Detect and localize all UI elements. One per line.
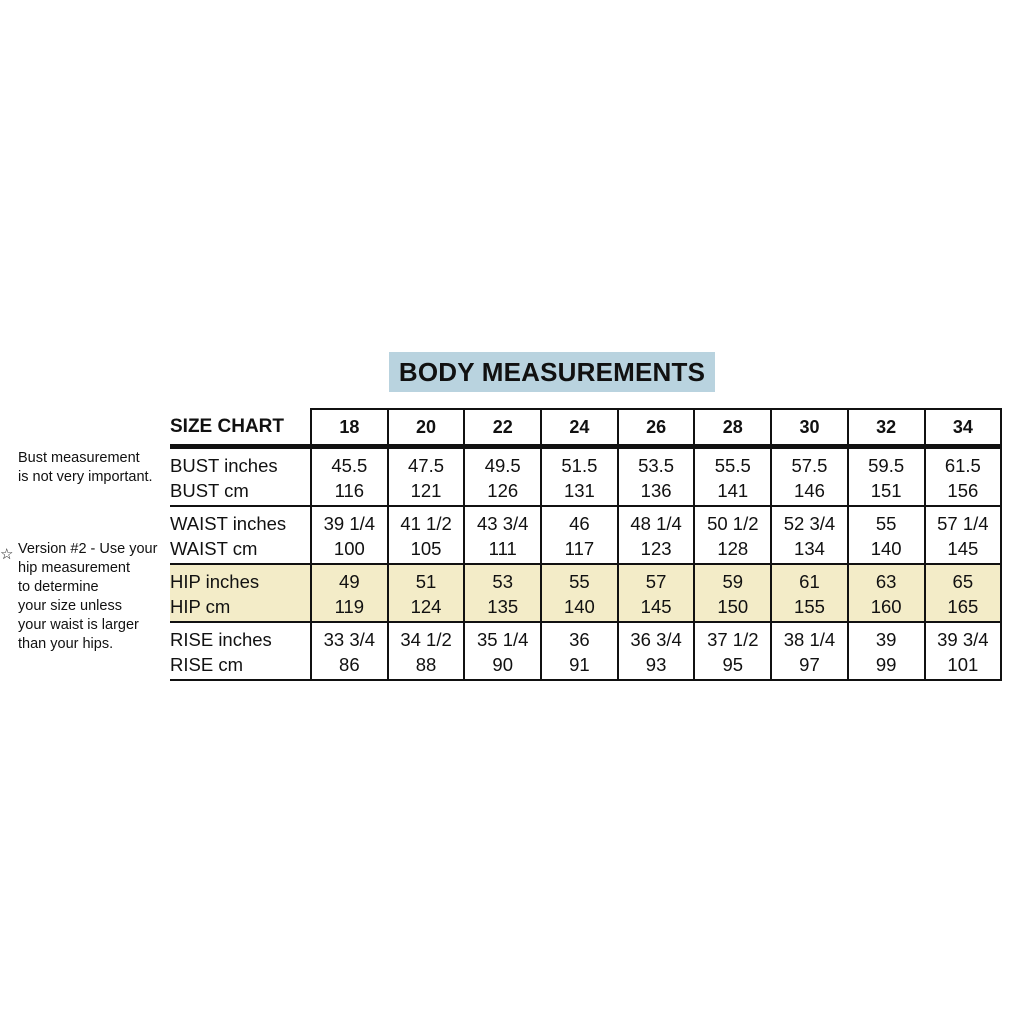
measurement-cell: 36 3/4: [618, 622, 695, 652]
measurement-cell: 53.5: [618, 447, 695, 479]
size-header-cell: 24: [541, 409, 618, 447]
size-chart-label: SIZE CHART: [170, 409, 311, 447]
measurement-cell: 86: [311, 652, 388, 680]
measurement-cell: 140: [541, 594, 618, 622]
measurement-row-bust-cm: [170, 478, 1001, 506]
measurement-cell: 136: [618, 478, 695, 506]
measurement-cell: 50 1/2: [694, 506, 771, 536]
row-label: WAIST inches: [170, 506, 311, 536]
measurement-row-hip-inches: [170, 564, 1001, 594]
measurement-cell: 151: [848, 478, 925, 506]
measurement-cell: 35 1/4: [464, 622, 541, 652]
measurement-row-hip-cm: [170, 594, 1001, 622]
measurement-cell: 111: [464, 536, 541, 564]
measurement-cell: 55.5: [694, 447, 771, 479]
measurement-row-waist-cm: [170, 536, 1001, 564]
bust-note-line: is not very important.: [18, 469, 153, 485]
measurement-cell: 156: [925, 478, 1002, 506]
measurement-cell: 39 1/4: [311, 506, 388, 536]
measurement-cell: 97: [771, 652, 848, 680]
size-chart-table: [170, 408, 1002, 681]
size-header-cell: 18: [311, 409, 388, 447]
measurement-cell: 116: [311, 478, 388, 506]
measurement-cell: 155: [771, 594, 848, 622]
measurement-cell: 57.5: [771, 447, 848, 479]
measurement-cell: 128: [694, 536, 771, 564]
size-header-cell: 28: [694, 409, 771, 447]
size-header-row: [170, 409, 1001, 447]
measurement-cell: 145: [925, 536, 1002, 564]
measurement-row-bust-inches: [170, 447, 1001, 479]
measurement-cell: 95: [694, 652, 771, 680]
row-label: HIP inches: [170, 564, 311, 594]
measurement-cell: 165: [925, 594, 1002, 622]
measurement-cell: 51.5: [541, 447, 618, 479]
measurement-cell: 49.5: [464, 447, 541, 479]
measurement-cell: 43 3/4: [464, 506, 541, 536]
measurement-cell: 121: [388, 478, 465, 506]
measurement-cell: 135: [464, 594, 541, 622]
measurement-cell: 101: [925, 652, 1002, 680]
measurement-cell: 48 1/4: [618, 506, 695, 536]
measurement-cell: 34 1/2: [388, 622, 465, 652]
measurement-cell: 41 1/2: [388, 506, 465, 536]
size-header-cell: 22: [464, 409, 541, 447]
star-outline-icon: ☆: [0, 546, 14, 563]
row-label: RISE cm: [170, 652, 311, 680]
measurement-cell: 99: [848, 652, 925, 680]
measurement-cell: 55: [541, 564, 618, 594]
measurement-row-rise-cm: [170, 652, 1001, 680]
measurement-cell: 53: [464, 564, 541, 594]
measurement-cell: 38 1/4: [771, 622, 848, 652]
row-label: HIP cm: [170, 594, 311, 622]
measurement-cell: 63: [848, 564, 925, 594]
measurement-cell: 45.5: [311, 447, 388, 479]
measurement-cell: 46: [541, 506, 618, 536]
size-header-cell: 34: [925, 409, 1002, 447]
size-header-cell: 32: [848, 409, 925, 447]
measurement-cell: 57: [618, 564, 695, 594]
measurement-cell: 141: [694, 478, 771, 506]
measurement-cell: 105: [388, 536, 465, 564]
size-header-cell: 20: [388, 409, 465, 447]
measurement-cell: 33 3/4: [311, 622, 388, 652]
measurement-row-rise-inches: [170, 622, 1001, 652]
size-header-cell: 30: [771, 409, 848, 447]
measurement-cell: 39 3/4: [925, 622, 1002, 652]
measurement-cell: 51: [388, 564, 465, 594]
measurement-cell: 134: [771, 536, 848, 564]
measurement-cell: 47.5: [388, 447, 465, 479]
bust-note: [18, 449, 168, 487]
measurement-cell: 65: [925, 564, 1002, 594]
row-label: WAIST cm: [170, 536, 311, 564]
measurement-cell: 57 1/4: [925, 506, 1002, 536]
measurement-cell: 126: [464, 478, 541, 506]
measurement-cell: 124: [388, 594, 465, 622]
measurement-cell: 160: [848, 594, 925, 622]
version-note-line: your size unless: [18, 598, 122, 614]
measurement-cell: 39: [848, 622, 925, 652]
measurement-cell: 119: [311, 594, 388, 622]
measurement-cell: 61.5: [925, 447, 1002, 479]
version-note-line: Version #2 - Use your: [18, 541, 158, 557]
measurement-cell: 52 3/4: [771, 506, 848, 536]
measurement-cell: 88: [388, 652, 465, 680]
version-note: [18, 540, 168, 654]
bust-note-line: Bust measurement: [18, 450, 140, 466]
version-note-line: to determine: [18, 579, 99, 595]
chart-title: BODY MEASUREMENTS: [398, 356, 706, 387]
measurement-cell: 49: [311, 564, 388, 594]
measurement-cell: 146: [771, 478, 848, 506]
row-label: RISE inches: [170, 622, 311, 652]
measurement-cell: 93: [618, 652, 695, 680]
measurement-cell: 131: [541, 478, 618, 506]
measurement-cell: 140: [848, 536, 925, 564]
size-header-cell: 26: [618, 409, 695, 447]
measurement-cell: 37 1/2: [694, 622, 771, 652]
measurement-row-waist-inches: [170, 506, 1001, 536]
measurement-cell: 123: [618, 536, 695, 564]
measurement-cell: 150: [694, 594, 771, 622]
measurement-cell: 61: [771, 564, 848, 594]
version-note-line: your waist is larger: [18, 617, 139, 633]
measurement-cell: 90: [464, 652, 541, 680]
version-note-line: hip measurement: [18, 560, 131, 576]
measurement-cell: 55: [848, 506, 925, 536]
measurement-cell: 36: [541, 622, 618, 652]
measurement-cell: 91: [541, 652, 618, 680]
row-label: BUST cm: [170, 478, 311, 506]
measurement-cell: 59.5: [848, 447, 925, 479]
measurement-cell: 117: [541, 536, 618, 564]
measurement-cell: 100: [311, 536, 388, 564]
version-note-line: than your hips.: [18, 636, 114, 652]
chart-title-banner: [389, 352, 715, 392]
measurement-cell: 59: [694, 564, 771, 594]
row-label: BUST inches: [170, 447, 311, 479]
measurement-cell: 145: [618, 594, 695, 622]
